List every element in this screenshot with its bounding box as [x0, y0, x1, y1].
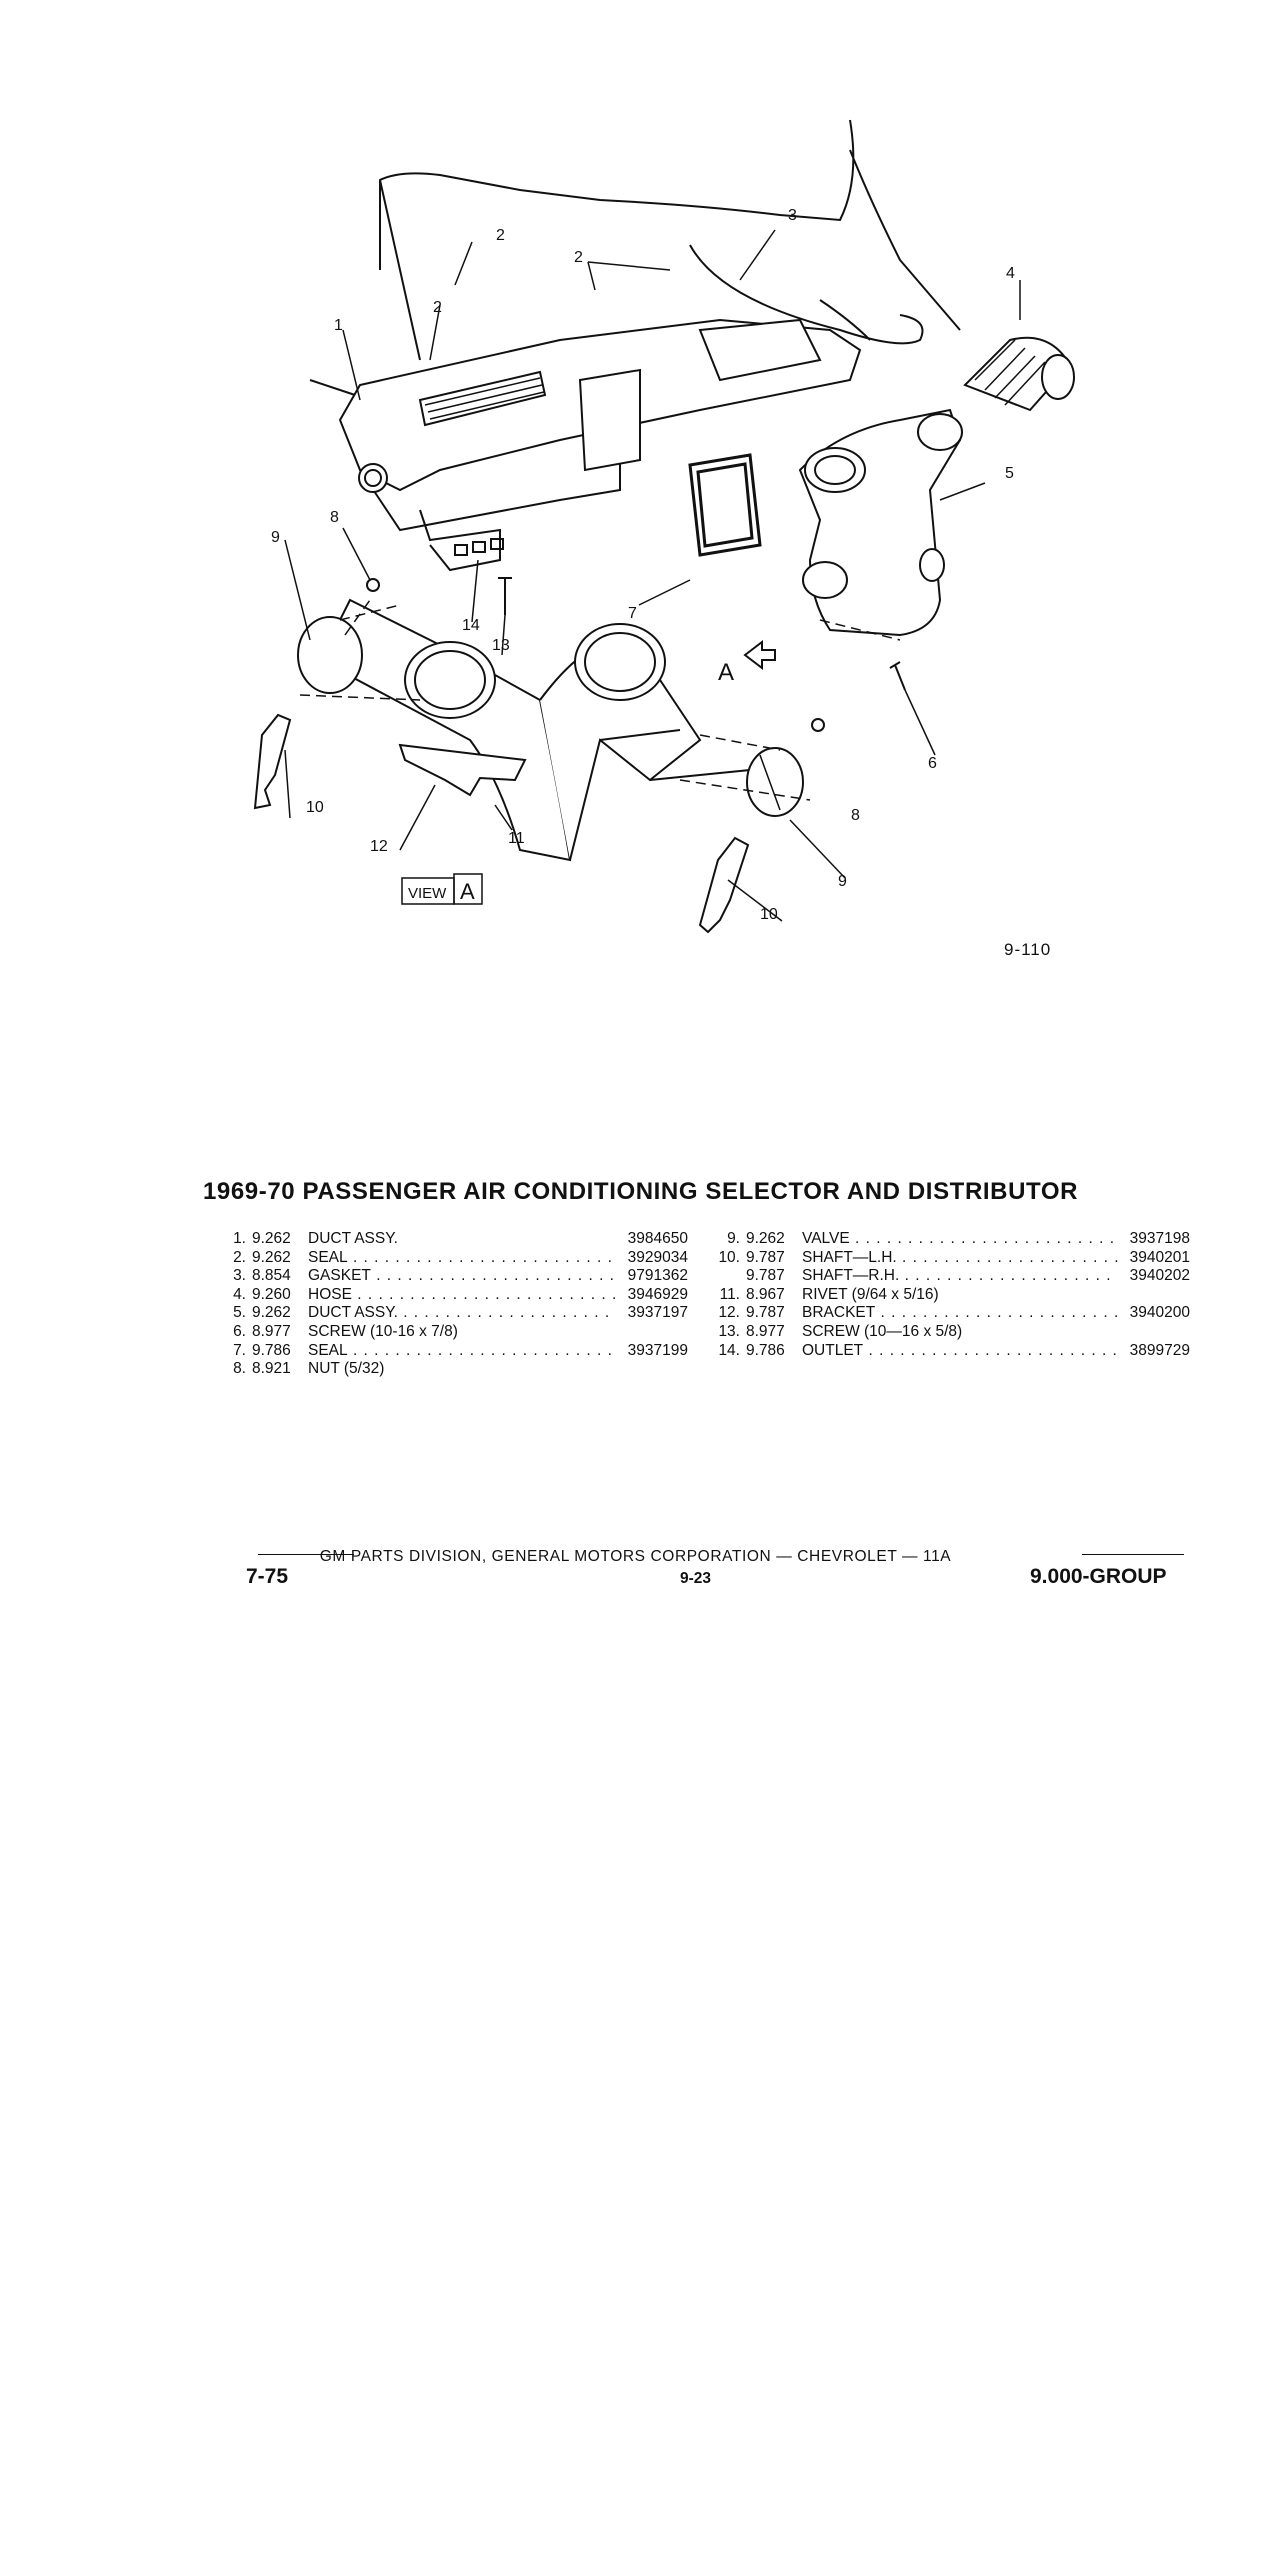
parts-diagram [0, 0, 1271, 980]
part-description: NUT (5/32) [308, 1360, 385, 1378]
parts-row [218, 1304, 688, 1323]
parts-row [218, 1286, 688, 1305]
duct-assembly-right [800, 410, 962, 635]
item-number: 10. [718, 1248, 740, 1266]
parts-row [712, 1304, 1190, 1323]
gasket [690, 455, 760, 555]
group-number: 9.786 [746, 1341, 785, 1359]
footer-group: 9.000-GROUP [1030, 1565, 1167, 1588]
view-marker: A [718, 659, 735, 686]
part-number: 3937197 [627, 1304, 688, 1322]
part-description: SEAL . . . [308, 1342, 616, 1361]
view-label: VIEW [408, 885, 447, 902]
part-number [616, 1360, 688, 1379]
group-number: 8.977 [252, 1322, 291, 1340]
parts-row [712, 1286, 1190, 1305]
parts-row [218, 1267, 688, 1286]
item-number: 3. [233, 1267, 246, 1285]
group-number: 9.786 [252, 1341, 291, 1359]
parts-row [218, 1360, 688, 1379]
item-number: 7. [233, 1341, 246, 1359]
callout-11: 11 [508, 830, 525, 847]
group-number: 9.787 [746, 1304, 785, 1322]
part-number: 3937199 [627, 1341, 688, 1359]
callout-9b: 9 [838, 873, 847, 890]
callout-13: 13 [492, 637, 510, 654]
part-number: 3940201 [1129, 1248, 1190, 1266]
group-number: 8.854 [252, 1267, 291, 1285]
shaft-right [700, 838, 748, 932]
duct-assembly-main [340, 320, 860, 570]
group-number: 9.262 [252, 1304, 291, 1322]
group-number: 9.262 [746, 1230, 785, 1247]
view-a-duct [320, 600, 750, 860]
parts-row [712, 1249, 1190, 1268]
page-title: 1969-70 PASSENGER AIR CONDITIONING SELECTOR AND DISTRIBUTOR [202, 1178, 1079, 1205]
parts-row [712, 1267, 1190, 1286]
part-description: SHAFT—R.H. . . . [802, 1267, 1118, 1286]
group-number: 9.262 [252, 1230, 291, 1247]
group-number: 8.967 [746, 1285, 785, 1303]
callout-2a: 2 [496, 227, 505, 244]
callout-9a: 9 [271, 529, 280, 546]
part-number: 3946929 [627, 1285, 688, 1303]
part-description: BRACKET . . . [802, 1304, 1118, 1323]
callout-12: 12 [370, 838, 388, 855]
callout-2c: 2 [574, 249, 583, 266]
parts-list-right [712, 1230, 1190, 1360]
callout-3: 3 [788, 207, 797, 224]
item-number: 5. [233, 1304, 246, 1322]
item-number [712, 1267, 746, 1286]
callout-2b: 2 [433, 299, 442, 316]
part-number [1118, 1286, 1190, 1305]
callout-4: 4 [1006, 265, 1015, 282]
callout-1: 1 [334, 317, 343, 334]
parts-list-left [218, 1230, 688, 1379]
parts-row [218, 1230, 688, 1249]
group-number: 9.260 [252, 1285, 291, 1303]
part-description: SEAL . . . [308, 1249, 616, 1268]
part-number: 3929034 [627, 1248, 688, 1266]
parts-row [712, 1342, 1190, 1361]
item-number: 14. [718, 1341, 740, 1359]
part-number: 3899729 [1129, 1341, 1190, 1359]
item-number: 11. [719, 1285, 740, 1303]
item-number: 4. [233, 1285, 246, 1303]
part-description: DUCT ASSY. [308, 1230, 398, 1247]
part-number: 3940200 [1129, 1304, 1190, 1322]
part-description: DUCT ASSY. . . . [308, 1304, 616, 1323]
part-description: SCREW (10—16 x 5/8) [802, 1322, 963, 1340]
footer-page-number: 9-23 [679, 1570, 712, 1587]
nut-left [367, 579, 379, 591]
footer-section: 7-75 [246, 1565, 289, 1588]
group-number: 9.262 [252, 1248, 291, 1266]
item-number: 2. [233, 1248, 246, 1266]
part-description: HOSE . . . [308, 1286, 616, 1305]
part-description: VALVE . . . [802, 1230, 1118, 1249]
group-number: 8.977 [746, 1322, 785, 1340]
nut-right [812, 719, 824, 731]
group-number: 9.787 [746, 1248, 785, 1266]
view-arrow [745, 642, 775, 668]
part-description: GASKET . . . [308, 1267, 616, 1286]
callout-5: 5 [1005, 465, 1014, 482]
footer-publisher: GM PARTS DIVISION, GENERAL MOTORS CORPORATION — CHEVROLET — 11A [319, 1548, 952, 1565]
item-number: 13. [718, 1322, 740, 1340]
parts-row [218, 1323, 688, 1342]
callout-8a: 8 [330, 509, 339, 526]
part-number: 3940202 [1129, 1267, 1190, 1285]
part-number: 3984650 [627, 1230, 688, 1247]
part-number [616, 1323, 688, 1342]
group-number: 8.921 [252, 1360, 291, 1378]
parts-row [218, 1342, 688, 1361]
screw-item-6 [890, 662, 905, 690]
part-description: SHAFT—L.H. . . . [802, 1249, 1118, 1268]
figure-id: 9-110 [1004, 940, 1052, 959]
valve-right [747, 748, 803, 816]
parts-row [712, 1323, 1190, 1342]
callout-14: 14 [462, 617, 480, 634]
part-number [1118, 1323, 1190, 1342]
item-number: 1. [233, 1230, 246, 1247]
item-number: 12. [718, 1304, 740, 1322]
part-number: 3937198 [1129, 1230, 1190, 1247]
part-description: SCREW (10-16 x 7/8) [308, 1322, 458, 1340]
screw-item-13 [498, 578, 512, 615]
part-number: 9791362 [627, 1267, 688, 1285]
callout-7: 7 [628, 605, 637, 622]
callout-6: 6 [928, 755, 937, 772]
callout-8b: 8 [851, 807, 860, 824]
item-number: 8. [233, 1360, 246, 1378]
parts-row [712, 1230, 1190, 1249]
item-number: 6. [233, 1322, 246, 1340]
part-description: OUTLET . . . [802, 1342, 1118, 1361]
item-number: 9. [727, 1230, 740, 1247]
view-letter: A [460, 879, 475, 904]
callout-10a: 10 [306, 799, 324, 816]
part-description: RIVET (9/64 x 5/16) [802, 1285, 939, 1303]
shaft-left [255, 715, 290, 808]
hose [965, 338, 1074, 410]
group-number: 9.787 [746, 1267, 785, 1285]
parts-row [218, 1249, 688, 1268]
callout-10b: 10 [760, 906, 778, 923]
